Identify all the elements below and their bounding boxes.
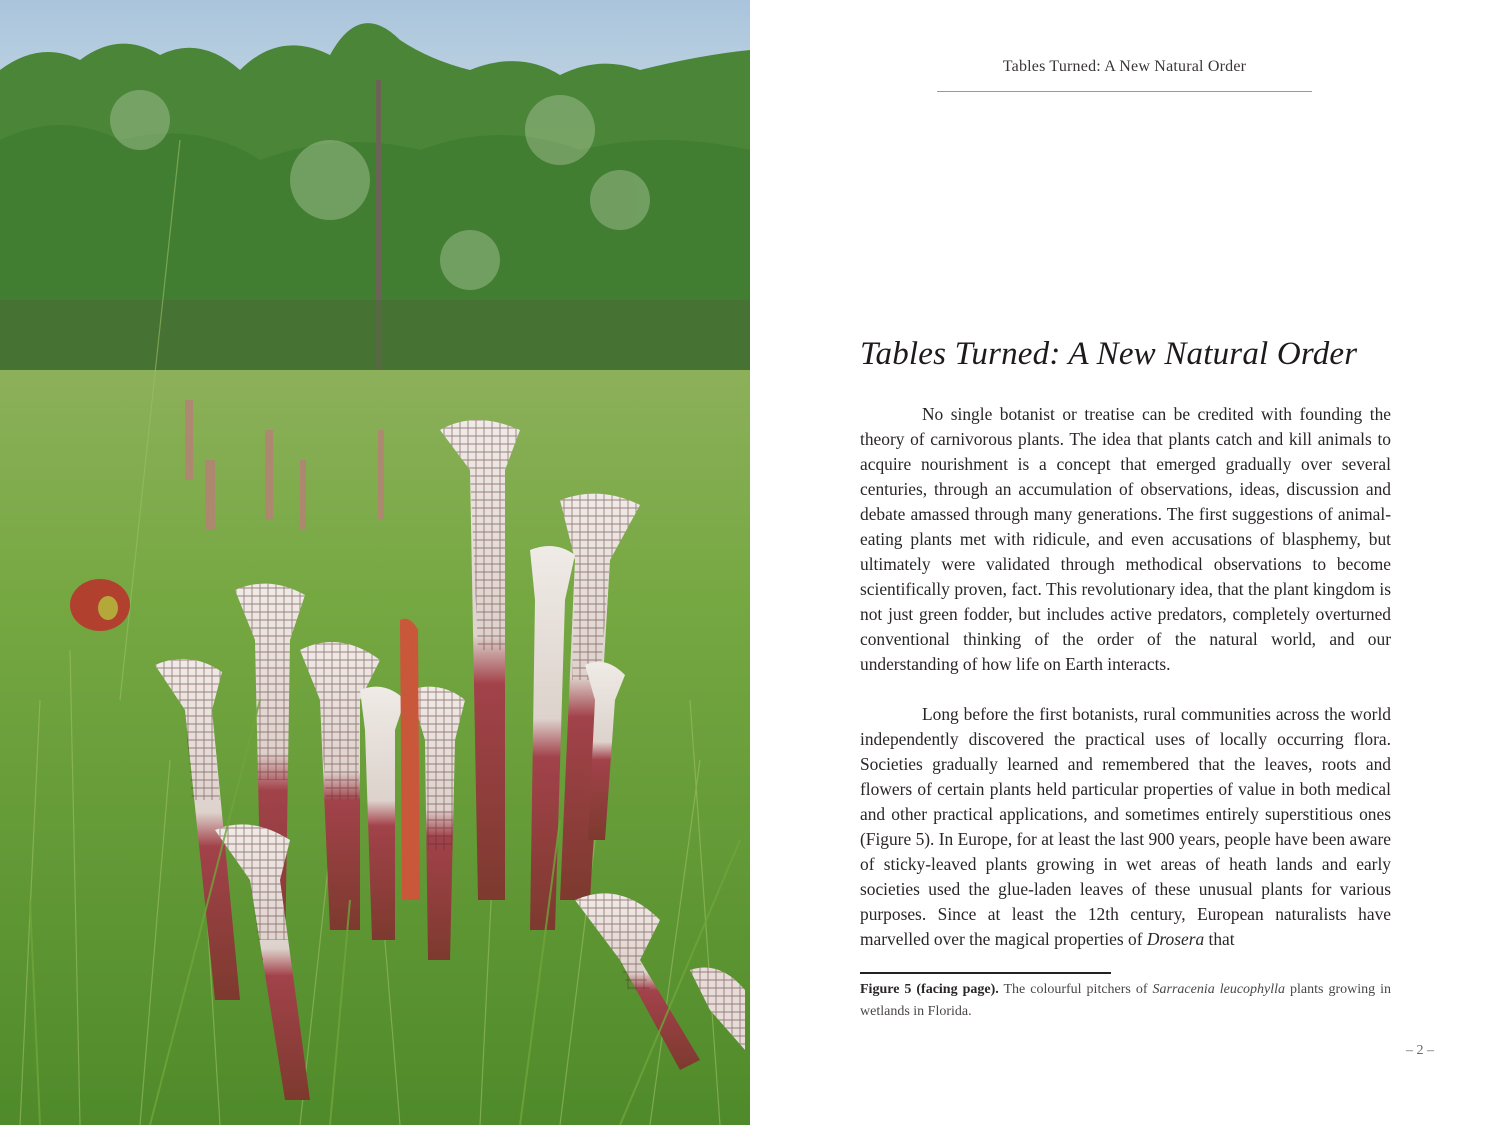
running-head: Tables Turned: A New Natural Order [1002,58,1247,75]
paragraph-text-start: Long before the first botanists, rural communities across the world independently discovered the practical uses of locally occurring flora. Societies gradually learned and remembered that the leaves, roots and flowers of certain plants held particular properties of value in both medical and other practical applications, and sometimes entirely superstitious ones (Figure 5). In Europe, for at least the last 900 years, people have been aware of sticky-leaved plants growing in wet areas of heath lands and early societies used the glue-laden leaves of these unusual plants for various purposes. Since at least the 12th century, European naturalists have marvelled over the magical properties of [860,704,1391,949]
page-number: – 2 – [1406,1043,1434,1058]
paragraph-text: No single botanist or treatise can be credited with founding the theory of carnivorous plants. The idea that plants catch and kill animals to acquire nourishment is a concept that emerged gradually over several centuries, through an accumulation of observations, ideas, discussion and debate amassed through many generations. The first suggestions of animal-eating plants met with ridicule, and even accusations of blasphemy, but ultimately were validated through methodical observations to become scientifically proven, fact. This revolutionary idea, that the plant kingdom is not just green fodder, but includes active predators, completely overturned conventional thinking of the order of the natural world, and our understanding of how life on Earth interacts. [860,404,1391,674]
caption-text: The colourful pitchers of [998,982,1153,997]
species-name: Sarracenia leucophylla [1152,982,1286,997]
running-head-rule [937,91,1312,92]
paragraph-text [860,702,1391,952]
body-paragraph-1 [860,402,1391,677]
chapter-title: Tables Turned: A New Natural Order [860,336,1358,372]
caption-rule [860,972,1111,974]
caption-label: Figure 5 (facing page). [860,982,999,997]
body-paragraph-2 [860,702,1391,952]
figure-caption [860,979,1391,1023]
paragraph-text-end: that [1204,929,1235,949]
genus-name: Drosera [1146,929,1205,949]
caption-text-end: plants growing in wetlands in Florida. [860,982,1391,1019]
